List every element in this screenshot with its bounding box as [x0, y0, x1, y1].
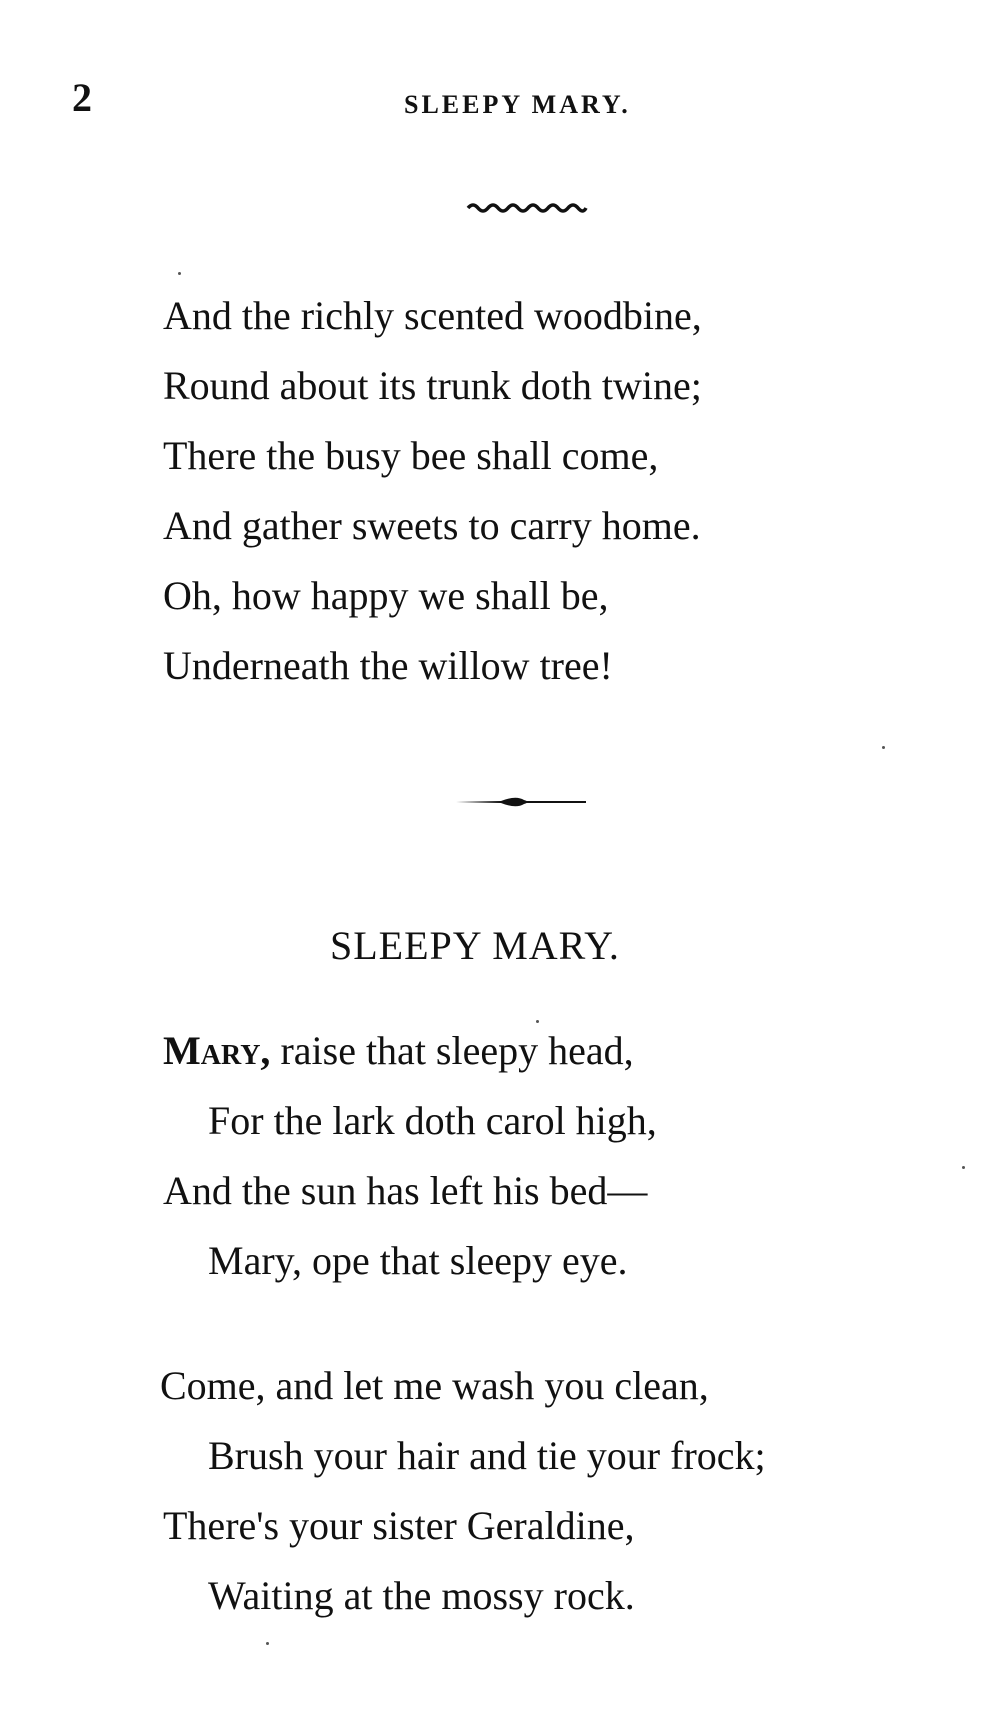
divider-ornament [456, 792, 586, 812]
print-speck [178, 272, 181, 275]
print-speck [882, 746, 885, 749]
poem-line: Brush your hair and tie your frock; [208, 1433, 766, 1478]
poem-line: And the sun has left his bed— [163, 1168, 648, 1213]
first-line-rest: raise that sleepy head, [270, 1028, 634, 1073]
poem-line: Mary, ope that sleepy eye. [208, 1238, 628, 1283]
poem-first-line [163, 1027, 634, 1075]
first-word: Mary, [163, 1028, 271, 1073]
print-speck [266, 1642, 269, 1645]
running-head: SLEEPY MARY. [404, 90, 631, 119]
poem-line: And the richly scented woodbine, [163, 293, 702, 338]
poem-line: There's your sister Geraldine, [163, 1503, 635, 1548]
page-number: 2 [72, 75, 92, 120]
poem-line: And gather sweets to carry home. [163, 503, 701, 548]
poem-line: There the busy bee shall come, [163, 433, 659, 478]
poem-line: Come, and let me wash you clean, [160, 1363, 709, 1408]
poem-title: SLEEPY MARY. [330, 923, 620, 968]
poem-line: Round about its trunk doth twine; [163, 363, 702, 408]
poem-line: For the lark doth carol high, [208, 1098, 657, 1143]
print-speck [962, 1166, 965, 1169]
poem-line: Oh, how happy we shall be, [163, 573, 609, 618]
wavy-rule-ornament [466, 200, 588, 216]
poem-line: Underneath the willow tree! [163, 643, 613, 688]
poem-line: Waiting at the mossy rock. [208, 1573, 635, 1618]
print-speck [536, 1020, 539, 1023]
